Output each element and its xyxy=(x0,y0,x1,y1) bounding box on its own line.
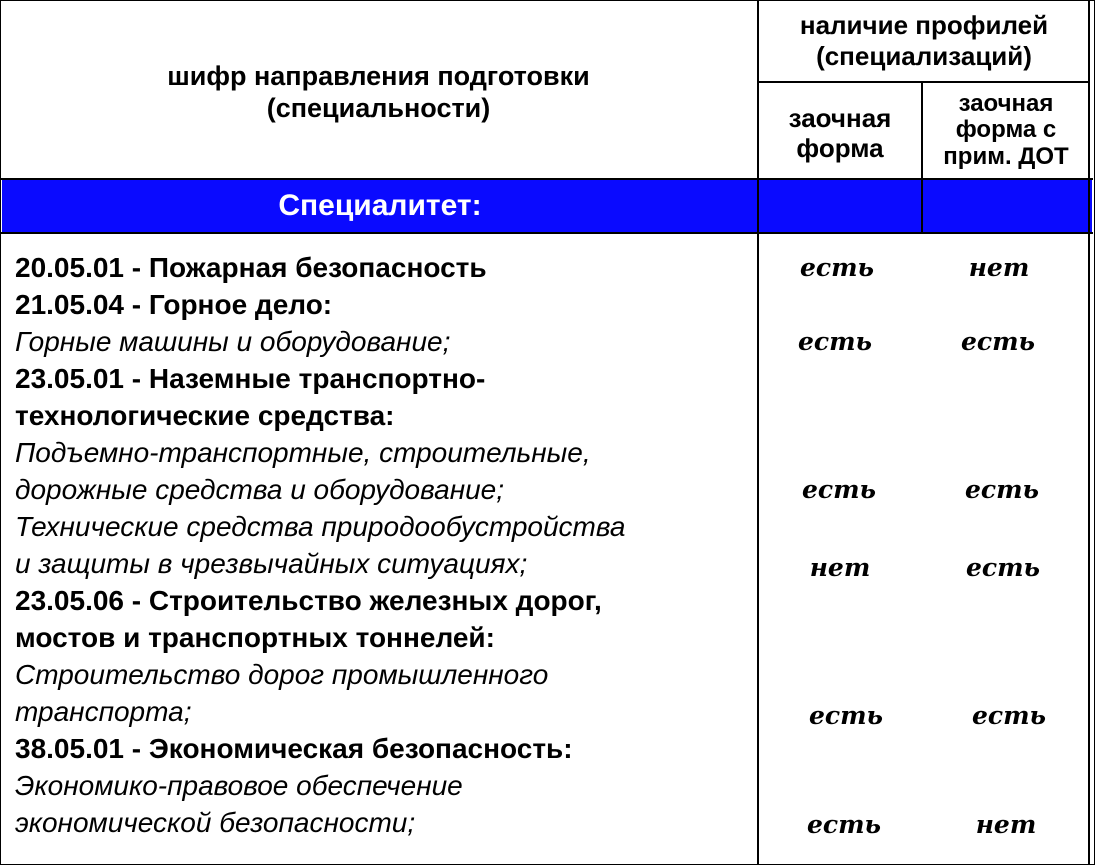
band-divider-3 xyxy=(1088,180,1090,232)
line-23-05-06-b: мостов и транспортных тоннелей: xyxy=(15,622,495,653)
line-23-05-01-b: технологические средства: xyxy=(15,400,395,431)
header-dot-column xyxy=(923,91,1089,170)
header-profiles-line2: (специализаций) xyxy=(816,41,1032,72)
value-r4-dot: есть xyxy=(965,553,1041,582)
line-23-05-01-a: 23.05.01 - Наземные транспортно- xyxy=(15,363,486,394)
line-podyemno-b: дорожные средства и оборудование; xyxy=(15,474,505,505)
value-r2-zaoch: есть xyxy=(797,327,873,356)
value-r3-dot: есть xyxy=(964,475,1040,504)
line-tekhnicheskie-b: и защиты в чрезвычайных ситуациях; xyxy=(15,548,528,579)
line-tekhnicheskie-a: Технические средства природообустройства xyxy=(15,511,626,542)
header-dot-line1: заочная xyxy=(958,90,1054,117)
line-gornye-mashiny: Горные машины и оборудование; xyxy=(15,326,451,357)
line-38-05-01: 38.05.01 - Экономическая безопасность: xyxy=(15,733,573,764)
line-ekonomiko-a: Экономико-правовое обеспечение xyxy=(15,770,463,801)
line-podyemno-a: Подъемно-транспортные, строительные, xyxy=(15,437,591,468)
line-stroitelstvo-b: транспорта; xyxy=(15,696,192,727)
value-r5-dot: есть xyxy=(971,701,1047,730)
value-r1-dot: нет xyxy=(968,253,1030,282)
divider-band-bottom xyxy=(0,232,1093,234)
header-zaoch-line2: форма xyxy=(796,132,884,163)
value-r5-zaoch: есть xyxy=(808,701,884,730)
header-dot-line3: прим. ДОТ xyxy=(943,142,1069,170)
line-21-05-04: 21.05.04 - Горное дело: xyxy=(15,289,333,320)
section-title: Специалитет: xyxy=(278,189,482,222)
line-23-05-06-a: 23.05.06 - Строительство железных дорог, xyxy=(15,585,602,616)
line-ekonomiko-b: экономической безопасности; xyxy=(15,807,416,838)
header-profiles-line1: наличие профилей xyxy=(799,10,1049,40)
header-code-line1: шифр направления подготовки xyxy=(167,61,590,91)
band-divider-2 xyxy=(921,180,923,232)
line-20-05-01: 20.05.01 - Пожарная безопасность xyxy=(15,252,487,283)
divider-group-header xyxy=(757,81,1090,83)
line-stroitelstvo-a: Строительство дорог промышленного xyxy=(15,659,549,690)
value-r6-zaoch: есть xyxy=(806,810,882,839)
header-code-line2: (специальности) xyxy=(266,93,491,124)
header-zaoch-column xyxy=(759,104,921,164)
header-profiles-group xyxy=(759,10,1089,72)
value-r6-dot: нет xyxy=(975,810,1037,839)
header-dot-line2: форма с xyxy=(955,116,1057,144)
value-r2-dot: есть xyxy=(960,327,1036,356)
value-r1-zaoch: есть xyxy=(799,253,875,282)
value-r3-zaoch: есть xyxy=(801,475,877,504)
value-r4-zaoch: нет xyxy=(809,553,871,582)
header-zaoch-line1: заочная xyxy=(788,103,892,133)
header-code-column xyxy=(0,60,757,125)
